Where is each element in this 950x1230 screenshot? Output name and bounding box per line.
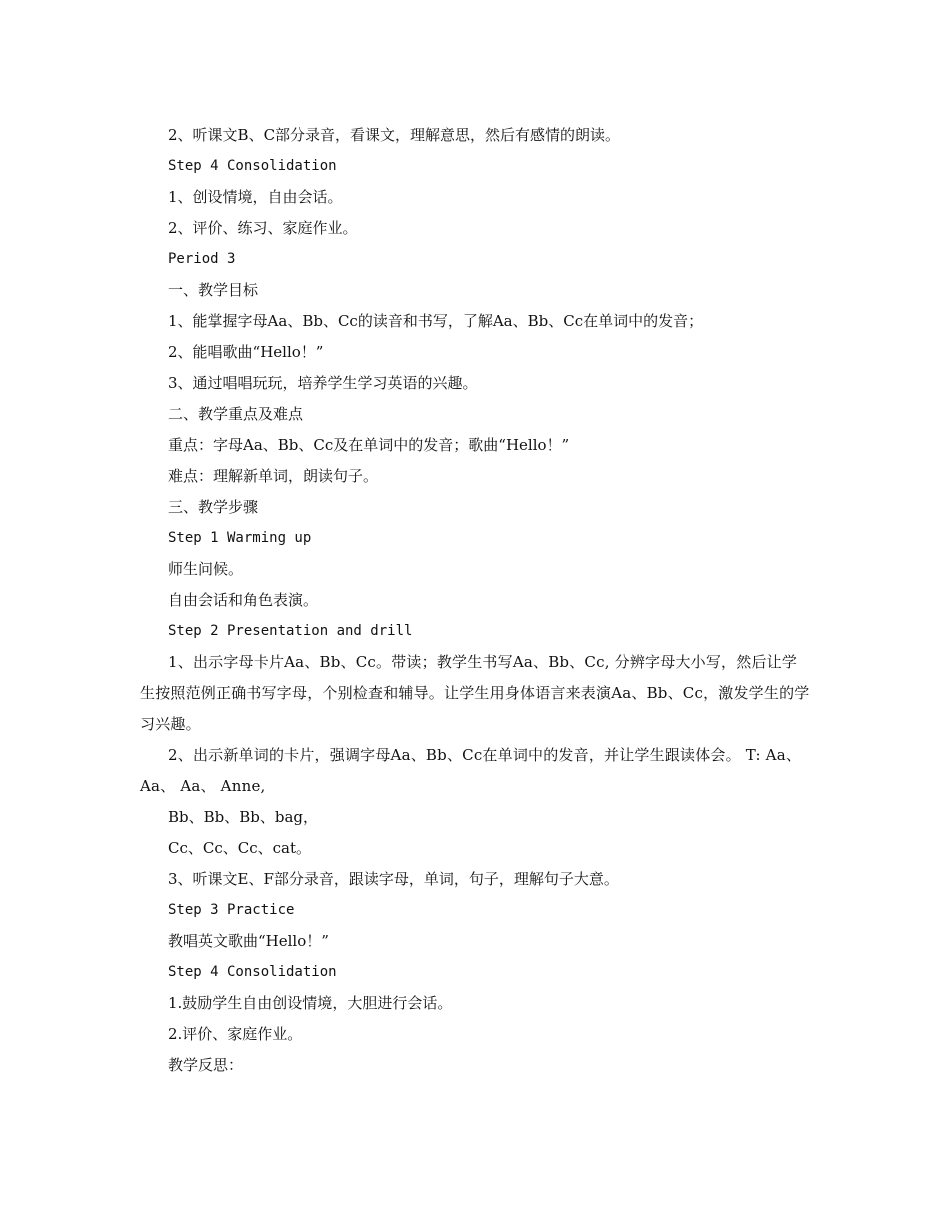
section-heading: Step 4 Consolidation bbox=[168, 158, 337, 174]
text-line: 自由会话和角色表演。 bbox=[168, 591, 319, 609]
paragraph: 2、出示新单词的卡片，强调字母Aa、Bb、Cc在单词中的发音，并让学生跟读体会。 T: Aa、Aa、 Aa、 Anne, bbox=[140, 746, 802, 795]
document-body bbox=[140, 120, 812, 1081]
step-heading: Step 2 Presentation and drill bbox=[168, 623, 413, 639]
section-heading: 二、教学重点及难点 bbox=[168, 405, 304, 423]
step-heading: Step 3 Practice bbox=[168, 902, 295, 918]
text-line: 3、通过唱唱玩玩，培养学生学习英语的兴趣。 bbox=[168, 374, 478, 392]
section-heading: 一、教学目标 bbox=[168, 281, 259, 299]
text-line: 师生问候。 bbox=[168, 560, 244, 578]
text-line: Cc、Cc、Cc、cat。 bbox=[168, 839, 312, 857]
text-line: 教唱英文歌曲“Hello！” bbox=[168, 932, 329, 950]
text-line: 2、评价、练习、家庭作业。 bbox=[168, 219, 358, 237]
step-heading: Step 1 Warming up bbox=[168, 530, 312, 546]
text-line: 1、创设情境，自由会话。 bbox=[168, 188, 343, 206]
text-line: Bb、Bb、Bb、bag， bbox=[168, 808, 319, 826]
text-line: 难点：理解新单词，朗读句子。 bbox=[168, 467, 379, 485]
step-heading: Step 4 Consolidation bbox=[168, 964, 337, 980]
paragraph: 1、出示字母卡片Aa、Bb、Cc。带读；教学生书写Aa、Bb、Cc, 分辨字母大小写，然后让学生按照范例正确书写字母，个别检查和辅导。让学生用身体语言来表演Aa、Bb、Cc，激发学生的学习兴趣。 bbox=[140, 653, 810, 733]
section-heading: 三、教学步骤 bbox=[168, 498, 259, 516]
text-line: 3、听课文E、F部分录音，跟读字母，单词，句子，理解句子大意。 bbox=[168, 870, 619, 888]
text-line: 1.鼓励学生自由创设情境，大胆进行会话。 bbox=[168, 994, 453, 1012]
text-line: 教学反思： bbox=[168, 1056, 244, 1074]
text-line: 重点：字母Aa、Bb、Cc及在单词中的发音；歌曲“Hello！” bbox=[168, 436, 570, 454]
period-heading: Period 3 bbox=[168, 251, 236, 267]
text-line: 1、能掌握字母Aa、Bb、Cc的读音和书写，了解Aa、Bb、Cc在单词中的发音； bbox=[168, 312, 704, 330]
text-line: 2.评价、家庭作业。 bbox=[168, 1025, 303, 1043]
text-line: 2、能唱歌曲“Hello！” bbox=[168, 343, 324, 361]
text-line: 2、听课文B、C部分录音，看课文，理解意思，然后有感情的朗读。 bbox=[168, 126, 621, 144]
